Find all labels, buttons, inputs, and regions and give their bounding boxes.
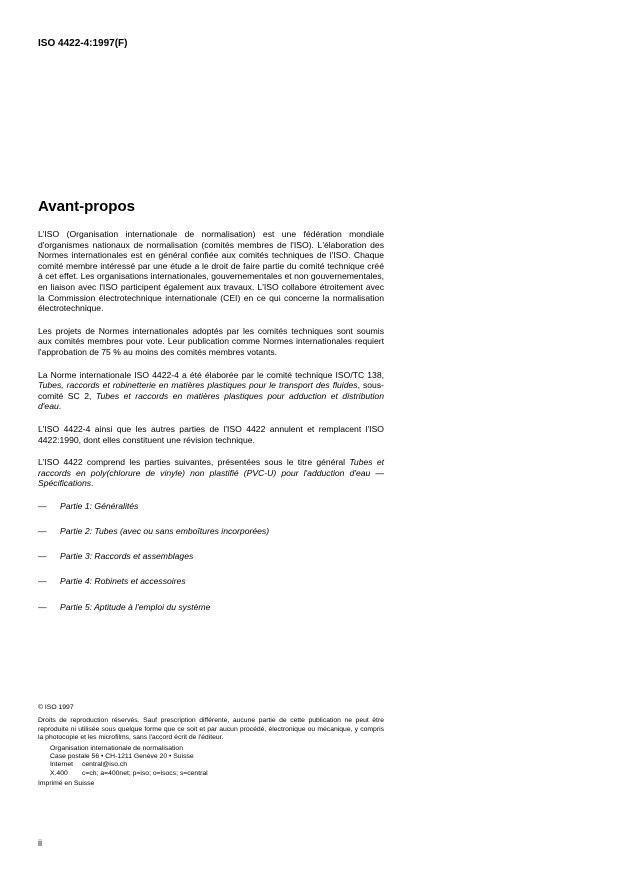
copyright-block: [38, 704, 384, 789]
document-id-header: ISO 4422-4:1997(F): [38, 38, 128, 49]
paragraph-parts-intro: [38, 457, 384, 489]
part-title: Partie 4: Robinets et accessoires: [60, 576, 186, 587]
list-item: [38, 501, 384, 512]
part-title: Partie 3: Raccords et assemblages: [60, 551, 194, 562]
paragraph-text: .: [91, 478, 94, 489]
committee-title: Tubes, raccords et robinetterie en matières plastiques pour le transport des fluides: [38, 380, 358, 391]
x400-label: X.400: [50, 769, 68, 777]
paragraph-text: , sous-comité SC 2,: [38, 380, 384, 401]
x400-line: [50, 770, 384, 778]
internet-line: [50, 761, 384, 769]
paragraph-text: .: [58, 401, 62, 412]
x400-address: c=ch; a=400net; p=iso; o=isocs; s=central: [82, 769, 208, 777]
part-title: Partie 5: Aptitude à l'emploi du système: [60, 601, 211, 612]
copyright-notice: © ISO 1997: [38, 704, 74, 711]
dash-bullet: —: [38, 551, 47, 562]
paragraph-draft-standards: Les projets de Normes internationales adoptés par les comités techniques sont soumis aux comités membres pour vote. Leur publication comme Normes internationales requiert l'approbation de 75 % au moins des comités membres votants.: [38, 325, 384, 357]
dash-bullet: —: [38, 601, 47, 612]
foreword-body: [38, 229, 384, 627]
subcommittee-title: Tubes et raccords en matières plastiques pour adduction et distribution d'eau: [38, 390, 384, 412]
dash-bullet: —: [38, 576, 47, 587]
general-title: Tubes et raccords en poly(chlorure de vinyle) non plastifié (PVC-U) pour l'adduction d'eau — Spécifications: [38, 457, 384, 489]
list-item: [38, 551, 384, 562]
rights-statement: Droits de reproduction réservés. Sauf prescription différente, aucune partie de cette publication ne peut être reproduite ni utilisée sous quelque forme que ce soit et par aucun procédé, électronique ou mécanique, y compris la photocopie et les microfilms, sans l'accord écrit de l'éditeur.: [38, 717, 384, 742]
internet-address: central@iso.ch: [82, 761, 128, 769]
organisation-name: Organisation internationale de normalisation: [50, 744, 183, 752]
internet-label: Internet: [50, 761, 74, 769]
printed-in: Imprimé en Suisse: [38, 780, 95, 788]
publisher-address: [38, 745, 384, 779]
dash-bullet: —: [38, 500, 47, 511]
parts-list: [38, 501, 384, 612]
paragraph-iso-organisation: L'ISO (Organisation internationale de normalisation) est une fédération mondiale d'organismes nationaux de normalisation (comités membres de l'ISO). L'élaboration des Normes internationales est en général confiée aux comités techniques de l'ISO. Chaque comité membre intéressé par une étude a le droit de faire partie du comité technique créé à cet effet. Les organisations internationales, gouvernementales et non gouvernementales, en liaison avec l'ISO participent également aux travaux. L'ISO collabore étroitement avec la Commission électrotechnique internationale (CEI) en ce qui concerne la normalisation électrotechnique.: [38, 229, 384, 314]
list-item: [38, 602, 384, 613]
paragraph-technical-committee: [38, 370, 384, 412]
list-item: [38, 576, 384, 587]
part-title: Partie 1: Généralités: [60, 500, 139, 511]
paragraph-revision: L'ISO 4422-4 ainsi que les autres parties de l'ISO 4422 annulent et remplacent l'ISO 4422:1990, dont elles constituent une révision technique.: [38, 423, 384, 445]
paragraph-text: La Norme internationale ISO 4422-4 a été élaborée par le comité technique ISO/TC 138,: [38, 369, 384, 380]
part-title: Partie 2: Tubes (avec ou sans emboîtures incorporées): [60, 526, 270, 537]
postal-address: Case postale 56 • CH-1211 Genève 20 • Suisse: [50, 753, 194, 761]
page-title: Avant-propos: [38, 198, 135, 215]
list-item: [38, 526, 384, 537]
paragraph-text: L'ISO 4422 comprend les parties suivantes, présentées sous le titre général: [38, 457, 350, 468]
dash-bullet: —: [38, 526, 47, 537]
page-number: ii: [38, 838, 42, 848]
